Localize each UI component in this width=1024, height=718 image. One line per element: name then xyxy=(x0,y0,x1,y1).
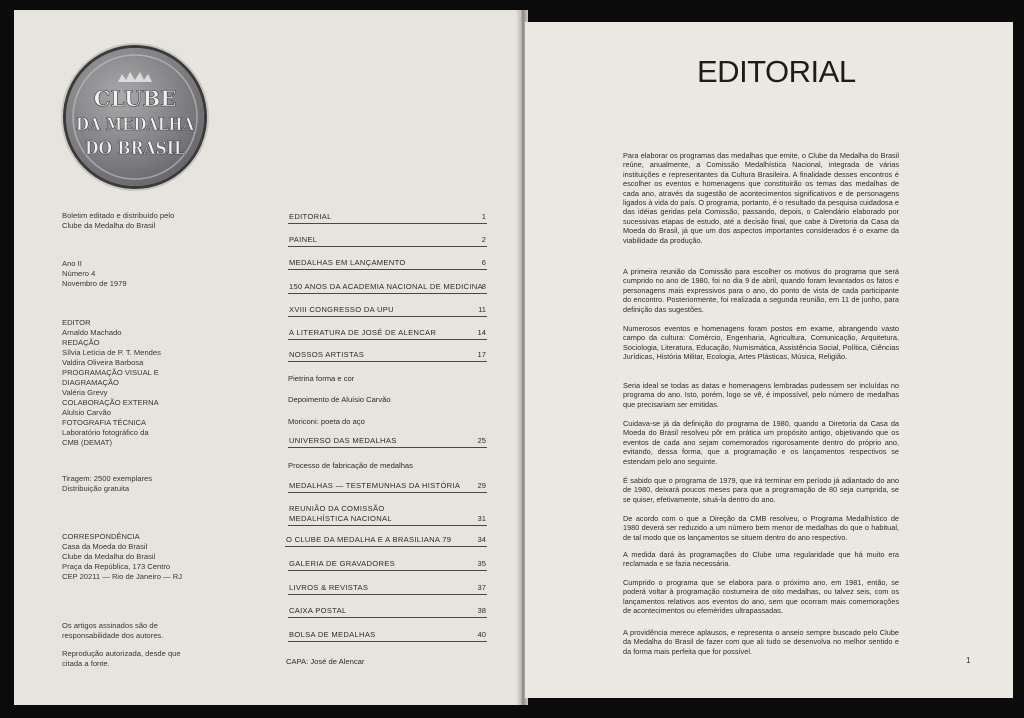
editorial-paragraph: A medida dará às programações do Clube uma regularidade que há muito era reclamada e se fazia necessária. xyxy=(623,550,899,569)
editorial-paragraph: A primeira reunião da Comissão para escolher os motivos do programa que será cumprido no ano de 1980, foi no dia 9 de abril, quando foram levantados os fatos e personagens mais expressivos para o ano, do ponto de vista de cada participante do encontro. Posteriormente, foi realizada a segunda reunião, em 11 de junho, para definição das sugestões. xyxy=(623,267,899,314)
toc-title: MEDALHAS — TESTEMUNHAS DA HISTÓRIA xyxy=(289,481,461,490)
toc-title: GALERIA DE GRAVADORES xyxy=(289,559,396,568)
repro-line: citada a fonte. xyxy=(62,659,110,668)
logo-line-brasil: DO BRASIL xyxy=(85,138,186,159)
toc-subitem[interactable]: Depoimento de Aluísio Carvão xyxy=(288,395,391,404)
toc-title: PAINEL xyxy=(289,235,318,244)
reproduction-note xyxy=(62,649,181,669)
toc-title: NOSSOS ARTISTAS xyxy=(289,350,365,359)
toc-subitem[interactable]: Processo de fabricação de medalhas xyxy=(288,461,413,470)
toc-title: BOLSA DE MEDALHAS xyxy=(289,630,376,639)
editorial-paragraph: Numerosos eventos e homenagens foram postos em exame, abrangendo vasto campo da cultura: Comércio, Engenharia, Agricultura, Comunicação, Arquitetura, Sociologia, Literatura, Educação, Numismática, Assistência Social, Política, Ciências Jurídicas, História Militar, Ecologia, Artes Plásticas, Música, Religião. xyxy=(623,324,899,362)
staff-line: Alulsio Carvão xyxy=(62,408,111,417)
medal-emblem-icon xyxy=(66,48,204,186)
toc-item-galeria-gravadores[interactable] xyxy=(288,559,487,571)
toc-page: 2 xyxy=(481,235,486,244)
editorial-paragraph: Cuidava-se já da definição do programa de 1980, quando a Diretoria da Casa da Moeda do Brasil resolveu pôr em prática um propósito antigo, objetivando que os eventos de cada ano sejam comemorados rigorosamente dentro do próprio ano, evitando, dessa forma, que a programação e os lançamentos respectivos se estendam pelo ano seguinte. xyxy=(623,419,899,466)
toc-item-editorial[interactable] xyxy=(288,212,487,224)
toc-item-reuniao-comissao[interactable] xyxy=(288,504,487,526)
toc-page: 1 xyxy=(481,212,486,221)
toc-title: MEDALHÍSTICA NACIONAL xyxy=(289,514,392,523)
toc-page: 6 xyxy=(481,258,486,267)
disclaimer-line: Os artigos assinados são de xyxy=(62,621,158,630)
toc-item-caixa-postal[interactable] xyxy=(288,606,487,618)
toc-item-bolsa-medalhas[interactable] xyxy=(288,630,487,642)
contact-line: Clube da Medalha do Brasil xyxy=(62,552,156,561)
toc-title: EDITORIAL xyxy=(289,212,332,221)
issue-number: Número 4 xyxy=(62,269,96,278)
toc-item-painel[interactable] xyxy=(288,235,487,247)
toc-subitem[interactable]: Moriconi: poeta do aço xyxy=(288,417,365,426)
toc-item-academia-medicina[interactable] xyxy=(288,282,487,294)
toc-item-livros-revistas[interactable] xyxy=(288,583,487,595)
editorial-paragraph: A providência merece aplausos, e representa o anseio sempre buscado pelo Clube da Medalha do Brasil de fazer com que ali tudo se desenvolva no melhor sentido e da forma mais perfeita que for possível. xyxy=(623,628,899,656)
club-medal-logo xyxy=(66,48,204,186)
publication-intro xyxy=(62,211,174,231)
toc-page: 11 xyxy=(478,305,486,314)
staff-credits xyxy=(62,318,161,448)
contact-line: Casa da Moeda do Brasil xyxy=(62,542,148,551)
editorial-paragraph: De acordo com o que a Direção da CMB resolveu, o Programa Medalhístico de 1980 deverá ser reduzido a um número bem menor de medalhas do que o habitual, de tal modo que os lançamentos se situem dentro do ano respectivo. xyxy=(623,514,899,542)
logo-line-medalha: DA MEDALHA xyxy=(76,115,195,135)
staff-line: DIAGRAMAÇÃO xyxy=(62,378,119,387)
toc-page: 34 xyxy=(477,535,486,544)
staff-line: Laboratório fotográfico da xyxy=(62,428,149,437)
issue-year: Ano II xyxy=(62,259,82,268)
toc-subitem[interactable]: Pietrina forma e cor xyxy=(288,374,355,383)
toc-title: XVIII CONGRESSO DA UPU xyxy=(289,305,394,314)
toc-page: 8 xyxy=(481,282,486,291)
staff-line: FOTOGRAFIA TÉCNICA xyxy=(62,418,147,427)
staff-line: EDITOR xyxy=(62,318,91,327)
repro-line: Reprodução autorizada, desde que xyxy=(62,649,181,658)
contact-line: CEP 20211 — Rio de Janeiro — RJ xyxy=(62,572,183,581)
contact-line: CORRESPONDÊNCIA xyxy=(62,532,140,541)
print-line: Tiragem: 2500 exemplares xyxy=(62,474,153,483)
staff-line: CMB (DEMAT) xyxy=(62,438,113,447)
cover-credit: CAPA: José de Alencar xyxy=(286,657,365,666)
toc-page: 31 xyxy=(477,514,486,523)
editorial-paragraph: Para elaborar os programas das medalhas que emite, o Clube da Medalha do Brasil reúne, anualmente, a Comissão Medalhística Nacional, integrada de várias instituições e representantes da Cultura Brasileira. A finalidade desses encontros é escolher os eventos e homenagens que constituirão os temas das medalhas de cada ano, através da sugestão de acontecimentos significativos e de personagens ligados à vida do país. O programa, portanto, é o resultado da pesquisa cuidadosa e das idéias geridas pela Comissão, passando, depois, o Calendário elaborado por sucessivas etapas de estudo, até a decisão final, que cabe à Diretoria da Casa da Moeda do Brasil, já que um dos aspectos importantes considerados é o exame da viabilidade da produção. xyxy=(623,151,899,245)
toc-page: 37 xyxy=(477,583,486,592)
toc-item-testemunhas-historia[interactable] xyxy=(288,481,487,493)
toc-item-congresso-upu[interactable] xyxy=(288,305,487,317)
logo-line-clube: CLUBE xyxy=(93,86,177,111)
toc-title: CAIXA POSTAL xyxy=(289,606,347,615)
editorial-paragraph: Seria ideal se todas as datas e homenagens lembradas pudessem ser incluídas no programa do ano. Isto, porém, logo se vê, é impossível, pelo número de medalhas que precisariam ser emitidas. xyxy=(623,381,899,409)
staff-line: Valdira Oliveira Barbosa xyxy=(62,358,144,367)
intro-line: Boletim editado e distribuído pelo xyxy=(62,211,175,220)
editorial-title: EDITORIAL xyxy=(697,54,856,89)
print-line: Distribuição gratuita xyxy=(62,484,130,493)
toc-page: 40 xyxy=(477,630,486,639)
toc-page: 38 xyxy=(477,606,486,615)
staff-line: PROGRAMAÇÃO VISUAL E xyxy=(62,368,159,377)
print-run xyxy=(62,474,152,494)
toc-title: A LITERATURA DE JOSÉ DE ALENCAR xyxy=(289,328,437,337)
toc-title: UNIVERSO DAS MEDALHAS xyxy=(289,436,397,445)
editorial-paragraph: É sabido que o programa de 1979, que irá terminar em período já adiantado do ano de 1980, deixará poucos meses para que a programação de 80 seja cumprida, se se quiser, efetivamente, situá-la dentro do ano. xyxy=(623,476,899,504)
correspondence xyxy=(62,532,182,582)
toc-item-medalhas-lancamento[interactable] xyxy=(288,258,487,270)
toc-item-universo-medalhas[interactable] xyxy=(288,436,487,448)
staff-line: Sílvia Letícia de P. T. Mendes xyxy=(62,348,161,357)
disclaimer-line: responsabilidade dos autores. xyxy=(62,631,164,640)
page-number: 1 xyxy=(966,656,971,665)
issue-info xyxy=(62,259,127,289)
toc-page: 17 xyxy=(477,350,486,359)
issue-date: Novembro de 1979 xyxy=(62,279,127,288)
toc-page: 25 xyxy=(477,436,486,445)
toc-item-brasiliana[interactable] xyxy=(285,535,487,547)
toc-item-nossos-artistas[interactable] xyxy=(288,350,487,362)
toc-page: 35 xyxy=(477,559,486,568)
intro-line: Clube da Medalha do Brasil xyxy=(62,221,156,230)
staff-line: REDAÇÃO xyxy=(62,338,100,347)
toc-title: 150 ANOS DA ACADEMIA NACIONAL DE MEDICINA xyxy=(289,282,483,291)
toc-title: LIVROS & REVISTAS xyxy=(289,583,369,592)
staff-line: Valéria Grevy xyxy=(62,388,108,397)
contact-line: Praça da República, 173 Centro xyxy=(62,562,171,571)
toc-page: 14 xyxy=(477,328,486,337)
staff-line: Arnaldo Machado xyxy=(62,328,122,337)
toc-title: O CLUBE DA MEDALHA E A BRASILIANA 79 xyxy=(286,535,452,544)
editorial-paragraph: Cumprido o programa que se elabora para o próximo ano, em 1981, então, se poderá voltar à programação costumeira de oito medalhas, ou talvez seis, com os lançamentos relativos aos eventos do ano, sem que ocorram mais comemorações de acontecimentos ou efemérides ultrapassadas. xyxy=(623,578,899,616)
toc-page: 29 xyxy=(477,481,486,490)
toc-title: REUNIÃO DA COMISSÃO xyxy=(289,504,385,513)
disclaimer xyxy=(62,621,163,641)
toc-item-literatura-alencar[interactable] xyxy=(288,328,487,340)
toc-title: MEDALHAS EM LANÇAMENTO xyxy=(289,258,406,267)
staff-line: COLABORAÇÃO EXTERNA xyxy=(62,398,159,407)
